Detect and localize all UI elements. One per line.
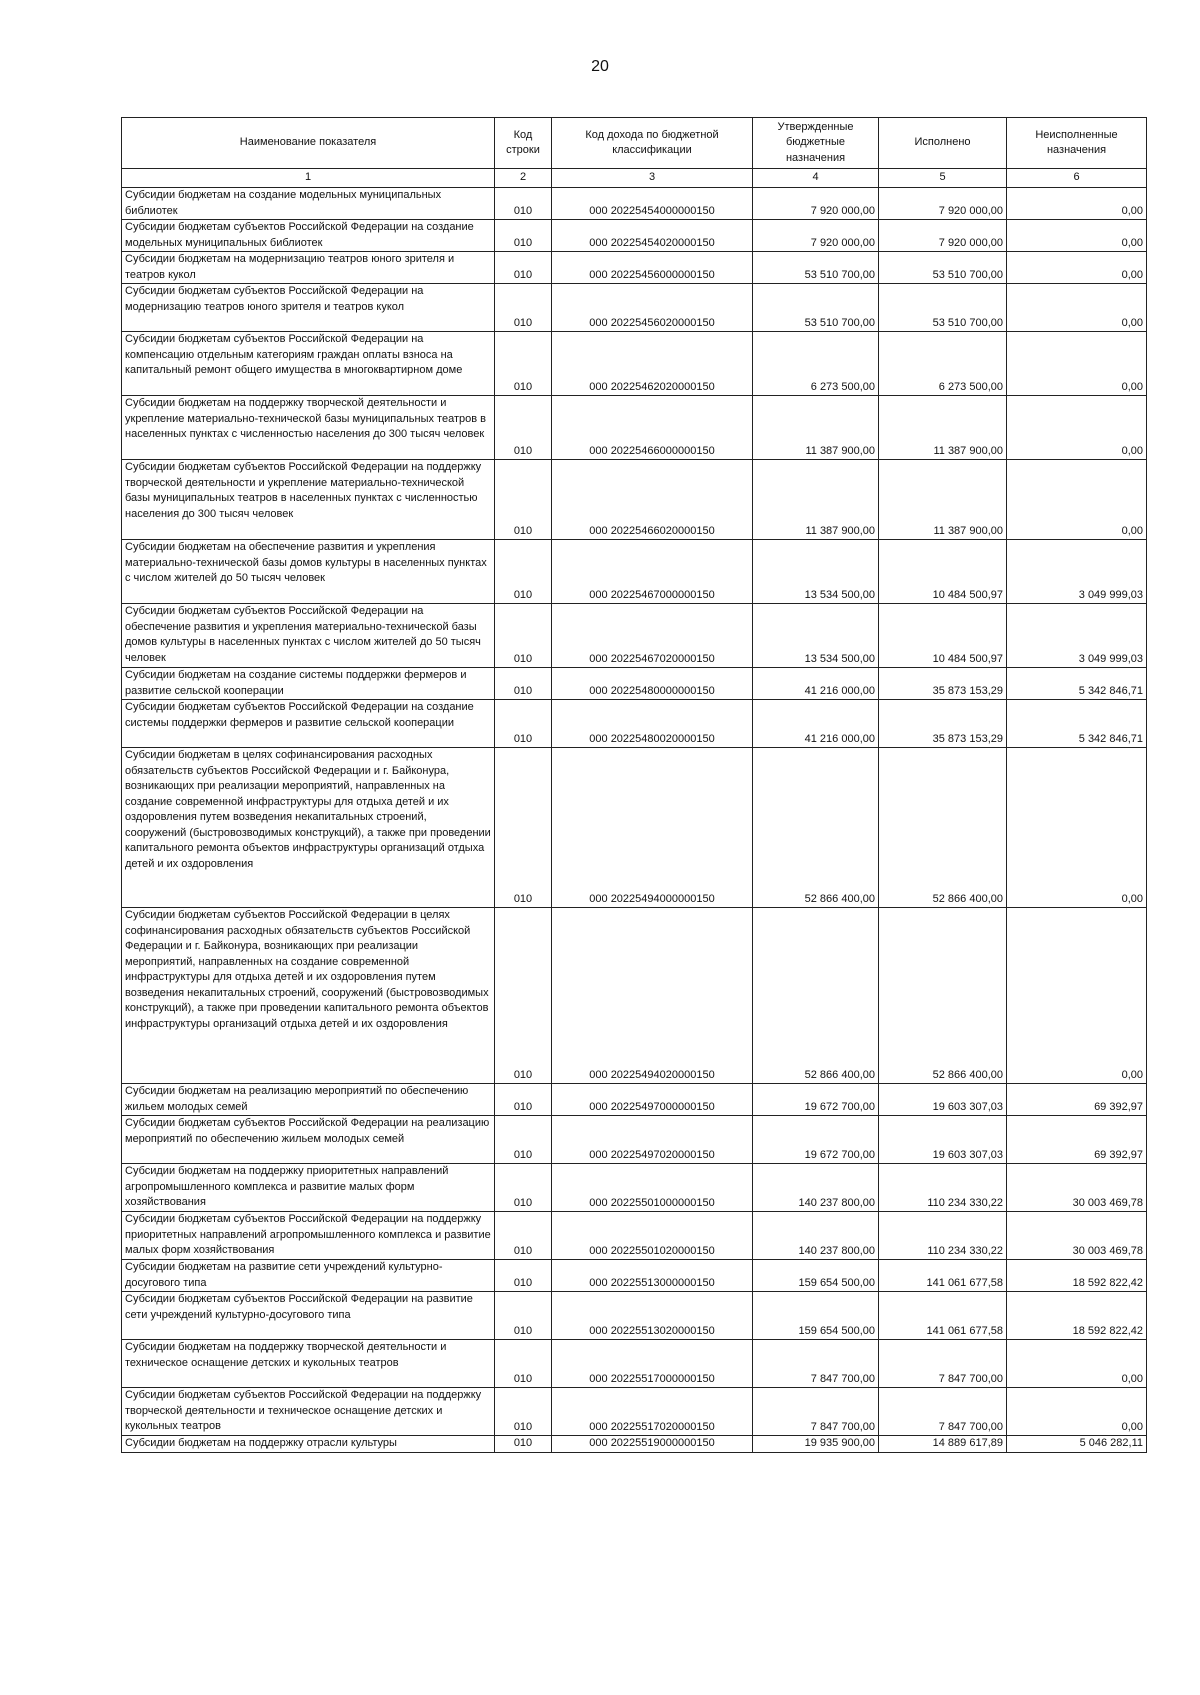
row-code: 010 — [495, 748, 552, 908]
row-unexecuted: 0,00 — [1007, 748, 1147, 908]
table-row — [122, 460, 1147, 540]
row-code: 010 — [495, 252, 552, 284]
row-class-code: 000 20225494020000150 — [552, 908, 753, 1084]
row-code: 010 — [495, 284, 552, 332]
row-class-code: 000 20225517020000150 — [552, 1388, 753, 1436]
row-executed: 7 847 700,00 — [879, 1388, 1007, 1436]
row-code: 010 — [495, 1260, 552, 1292]
row-name: Субсидии бюджетам на создание модельных муниципальных библиотек — [122, 188, 495, 220]
table-row — [122, 252, 1147, 284]
row-name: Субсидии бюджетам на поддержку творческой деятельности и укрепление материально-технической базы муниципальных театров в населенных пунктах с численностью населения до 300 тысяч человек — [122, 396, 495, 460]
row-executed: 19 603 307,03 — [879, 1116, 1007, 1164]
row-executed: 53 510 700,00 — [879, 252, 1007, 284]
row-executed: 52 866 400,00 — [879, 908, 1007, 1084]
column-number: 3 — [552, 169, 753, 188]
table-row — [122, 188, 1147, 220]
row-approved: 11 387 900,00 — [753, 396, 879, 460]
row-unexecuted: 18 592 822,42 — [1007, 1260, 1147, 1292]
row-unexecuted: 0,00 — [1007, 188, 1147, 220]
row-code: 010 — [495, 1388, 552, 1436]
row-unexecuted: 0,00 — [1007, 220, 1147, 252]
row-code: 010 — [495, 188, 552, 220]
row-approved: 53 510 700,00 — [753, 284, 879, 332]
row-code: 010 — [495, 700, 552, 748]
row-class-code: 000 20225466020000150 — [552, 460, 753, 540]
row-executed: 141 061 677,58 — [879, 1260, 1007, 1292]
row-executed: 7 920 000,00 — [879, 188, 1007, 220]
page-number: 20 — [591, 58, 609, 75]
row-unexecuted: 0,00 — [1007, 908, 1147, 1084]
row-approved: 41 216 000,00 — [753, 700, 879, 748]
row-approved: 7 847 700,00 — [753, 1340, 879, 1388]
budget-report-table — [121, 117, 1147, 1453]
row-approved: 19 672 700,00 — [753, 1084, 879, 1116]
table-row — [122, 1340, 1147, 1388]
row-executed: 35 873 153,29 — [879, 668, 1007, 700]
row-unexecuted: 0,00 — [1007, 332, 1147, 396]
row-name: Субсидии бюджетам субъектов Российской Федерации на обеспечение развития и укрепления материально-технической базы домов культуры в населенных пунктах с числом жителей до 50 тысяч человек — [122, 604, 495, 668]
row-class-code: 000 20225466000000150 — [552, 396, 753, 460]
row-class-code: 000 20225497020000150 — [552, 1116, 753, 1164]
row-code: 010 — [495, 668, 552, 700]
table-row — [122, 1260, 1147, 1292]
row-name: Субсидии бюджетам на реализацию мероприятий по обеспечению жильем молодых семей — [122, 1084, 495, 1116]
table-row — [122, 1084, 1147, 1116]
row-class-code: 000 20225494000000150 — [552, 748, 753, 908]
row-code: 010 — [495, 540, 552, 604]
table-row — [122, 284, 1147, 332]
row-code: 010 — [495, 1292, 552, 1340]
table-row — [122, 540, 1147, 604]
row-class-code: 000 20225513020000150 — [552, 1292, 753, 1340]
row-executed: 11 387 900,00 — [879, 396, 1007, 460]
row-code: 010 — [495, 220, 552, 252]
row-code: 010 — [495, 396, 552, 460]
row-name: Субсидии бюджетам субъектов Российской Федерации на развитие сети учреждений культурно-досугового типа — [122, 1292, 495, 1340]
row-unexecuted: 18 592 822,42 — [1007, 1292, 1147, 1340]
row-executed: 53 510 700,00 — [879, 284, 1007, 332]
row-name: Субсидии бюджетам субъектов Российской Федерации на создание системы поддержки фермеров и развитие сельской кооперации — [122, 700, 495, 748]
row-approved: 52 866 400,00 — [753, 748, 879, 908]
row-approved: 52 866 400,00 — [753, 908, 879, 1084]
row-executed: 35 873 153,29 — [879, 700, 1007, 748]
column-number: 6 — [1007, 169, 1147, 188]
row-class-code: 000 20225454020000150 — [552, 220, 753, 252]
row-class-code: 000 20225480000000150 — [552, 668, 753, 700]
table-row — [122, 1388, 1147, 1436]
row-approved: 19 672 700,00 — [753, 1116, 879, 1164]
header-class-code: Код дохода по бюджетной классификации — [552, 118, 753, 169]
row-unexecuted: 5 342 846,71 — [1007, 668, 1147, 700]
row-approved: 6 273 500,00 — [753, 332, 879, 396]
row-executed: 14 889 617,89 — [879, 1436, 1007, 1453]
table-row — [122, 1436, 1147, 1453]
row-name: Субсидии бюджетам субъектов Российской Федерации на создание модельных муниципальных библиотек — [122, 220, 495, 252]
row-name: Субсидии бюджетам на создание системы поддержки фермеров и развитие сельской кооперации — [122, 668, 495, 700]
row-approved: 159 654 500,00 — [753, 1292, 879, 1340]
row-unexecuted: 69 392,97 — [1007, 1116, 1147, 1164]
row-unexecuted: 30 003 469,78 — [1007, 1212, 1147, 1260]
row-name: Субсидии бюджетам в целях софинансирования расходных обязательств субъектов Российской Федерации и г. Байконура, возникающих при реализации мероприятий, направленных на создание современной инфраструктуры для отдыха детей и их оздоровления путем возведения некапитальных строений, сооружений (быстровозводимых конструкций), а также при проведении капитального ремонта объектов инфраструктуры организаций отдыха детей и их оздоровления — [122, 748, 495, 908]
row-approved: 7 920 000,00 — [753, 220, 879, 252]
row-name: Субсидии бюджетам на поддержку отрасли культуры — [122, 1436, 495, 1453]
row-code: 010 — [495, 908, 552, 1084]
row-name: Субсидии бюджетам субъектов Российской Федерации на модернизацию театров юного зрителя и театров кукол — [122, 284, 495, 332]
row-name: Субсидии бюджетам субъектов Российской Федерации в целях софинансирования расходных обязательств субъектов Российской Федерации и г. Байконура, возникающих при реализации мероприятий, направленных на создание современной инфраструктуры для отдыха детей и их оздоровления путем возведения некапитальных строений, сооружений (быстровозводимых конструкций), а также при проведении капитального ремонта объектов инфраструктуры организаций отдыха детей и их оздоровления — [122, 908, 495, 1084]
row-unexecuted: 5 342 846,71 — [1007, 700, 1147, 748]
row-approved: 159 654 500,00 — [753, 1260, 879, 1292]
row-approved: 19 935 900,00 — [753, 1436, 879, 1453]
row-unexecuted: 69 392,97 — [1007, 1084, 1147, 1116]
row-approved: 7 847 700,00 — [753, 1388, 879, 1436]
row-name: Субсидии бюджетам субъектов Российской Федерации на поддержку творческой деятельности и техническое оснащение детских и кукольных театров — [122, 1388, 495, 1436]
row-class-code: 000 20225517000000150 — [552, 1340, 753, 1388]
row-unexecuted: 5 046 282,11 — [1007, 1436, 1147, 1453]
header-name: Наименование показателя — [122, 118, 495, 169]
row-unexecuted: 0,00 — [1007, 252, 1147, 284]
row-code: 010 — [495, 604, 552, 668]
row-approved: 41 216 000,00 — [753, 668, 879, 700]
row-class-code: 000 20225501020000150 — [552, 1212, 753, 1260]
row-code: 010 — [495, 460, 552, 540]
row-name: Субсидии бюджетам субъектов Российской Федерации на реализацию мероприятий по обеспечению жильем молодых семей — [122, 1116, 495, 1164]
row-executed: 52 866 400,00 — [879, 748, 1007, 908]
row-class-code: 000 20225454000000150 — [552, 188, 753, 220]
row-approved: 13 534 500,00 — [753, 604, 879, 668]
row-class-code: 000 20225519000000150 — [552, 1436, 753, 1453]
column-number: 5 — [879, 169, 1007, 188]
row-name: Субсидии бюджетам субъектов Российской Федерации на компенсацию отдельным категориям граждан оплаты взноса на капитальный ремонт общего имущества в многоквартирном доме — [122, 332, 495, 396]
row-name: Субсидии бюджетам субъектов Российской Федерации на поддержку приоритетных направлений агропромышленного комплекса и развитие малых форм хозяйствования — [122, 1212, 495, 1260]
row-code: 010 — [495, 1436, 552, 1453]
table-row — [122, 668, 1147, 700]
row-class-code: 000 20225456000000150 — [552, 252, 753, 284]
header-row-code: Код строки — [495, 118, 552, 169]
row-class-code: 000 20225501000000150 — [552, 1164, 753, 1212]
row-class-code: 000 20225467020000150 — [552, 604, 753, 668]
row-name: Субсидии бюджетам на поддержку творческой деятельности и техническое оснащение детских и кукольных театров — [122, 1340, 495, 1388]
column-number-row — [122, 169, 1147, 188]
row-approved: 140 237 800,00 — [753, 1212, 879, 1260]
row-class-code: 000 20225497000000150 — [552, 1084, 753, 1116]
row-code: 010 — [495, 1212, 552, 1260]
column-number: 4 — [753, 169, 879, 188]
row-approved: 11 387 900,00 — [753, 460, 879, 540]
table-row — [122, 1116, 1147, 1164]
table-row — [122, 604, 1147, 668]
row-executed: 141 061 677,58 — [879, 1292, 1007, 1340]
column-number: 1 — [122, 169, 495, 188]
row-code: 010 — [495, 332, 552, 396]
table-header — [122, 118, 1147, 188]
table-row — [122, 220, 1147, 252]
row-executed: 110 234 330,22 — [879, 1212, 1007, 1260]
column-number: 2 — [495, 169, 552, 188]
table-row — [122, 908, 1147, 1084]
row-unexecuted: 0,00 — [1007, 1340, 1147, 1388]
table-row — [122, 1212, 1147, 1260]
row-unexecuted: 30 003 469,78 — [1007, 1164, 1147, 1212]
table-row — [122, 700, 1147, 748]
row-name: Субсидии бюджетам на модернизацию театров юного зрителя и театров кукол — [122, 252, 495, 284]
row-unexecuted: 0,00 — [1007, 284, 1147, 332]
header-row — [122, 118, 1147, 169]
row-class-code: 000 20225456020000150 — [552, 284, 753, 332]
row-unexecuted: 0,00 — [1007, 1388, 1147, 1436]
table-row — [122, 1164, 1147, 1212]
header-unexecuted: Неисполненные назначения — [1007, 118, 1147, 169]
header-approved: Утвержденные бюджетные назначения — [753, 118, 879, 169]
row-code: 010 — [495, 1116, 552, 1164]
row-code: 010 — [495, 1084, 552, 1116]
header-executed: Исполнено — [879, 118, 1007, 169]
row-unexecuted: 3 049 999,03 — [1007, 540, 1147, 604]
row-executed: 10 484 500,97 — [879, 540, 1007, 604]
row-name: Субсидии бюджетам на обеспечение развития и укрепления материально-технической базы домов культуры в населенных пунктах с числом жителей до 50 тысяч человек — [122, 540, 495, 604]
row-class-code: 000 20225467000000150 — [552, 540, 753, 604]
row-executed: 11 387 900,00 — [879, 460, 1007, 540]
row-approved: 53 510 700,00 — [753, 252, 879, 284]
row-executed: 10 484 500,97 — [879, 604, 1007, 668]
row-executed: 19 603 307,03 — [879, 1084, 1007, 1116]
table-row — [122, 1292, 1147, 1340]
row-code: 010 — [495, 1340, 552, 1388]
row-executed: 6 273 500,00 — [879, 332, 1007, 396]
row-name: Субсидии бюджетам на поддержку приоритетных направлений агропромышленного комплекса и развитие малых форм хозяйствования — [122, 1164, 495, 1212]
row-executed: 7 847 700,00 — [879, 1340, 1007, 1388]
row-name: Субсидии бюджетам субъектов Российской Федерации на поддержку творческой деятельности и укрепление материально-технической базы муниципальных театров в населенных пунктах с численностью населения до 300 тысяч человек — [122, 460, 495, 540]
row-executed: 110 234 330,22 — [879, 1164, 1007, 1212]
row-approved: 7 920 000,00 — [753, 188, 879, 220]
row-class-code: 000 20225462020000150 — [552, 332, 753, 396]
row-approved: 140 237 800,00 — [753, 1164, 879, 1212]
row-name: Субсидии бюджетам на развитие сети учреждений культурно-досугового типа — [122, 1260, 495, 1292]
row-approved: 13 534 500,00 — [753, 540, 879, 604]
row-unexecuted: 3 049 999,03 — [1007, 604, 1147, 668]
row-class-code: 000 20225480020000150 — [552, 700, 753, 748]
table-row — [122, 332, 1147, 396]
table-row — [122, 396, 1147, 460]
row-class-code: 000 20225513000000150 — [552, 1260, 753, 1292]
row-executed: 7 920 000,00 — [879, 220, 1007, 252]
table-body — [122, 188, 1147, 1453]
row-code: 010 — [495, 1164, 552, 1212]
row-unexecuted: 0,00 — [1007, 396, 1147, 460]
row-unexecuted: 0,00 — [1007, 460, 1147, 540]
table-row — [122, 748, 1147, 908]
